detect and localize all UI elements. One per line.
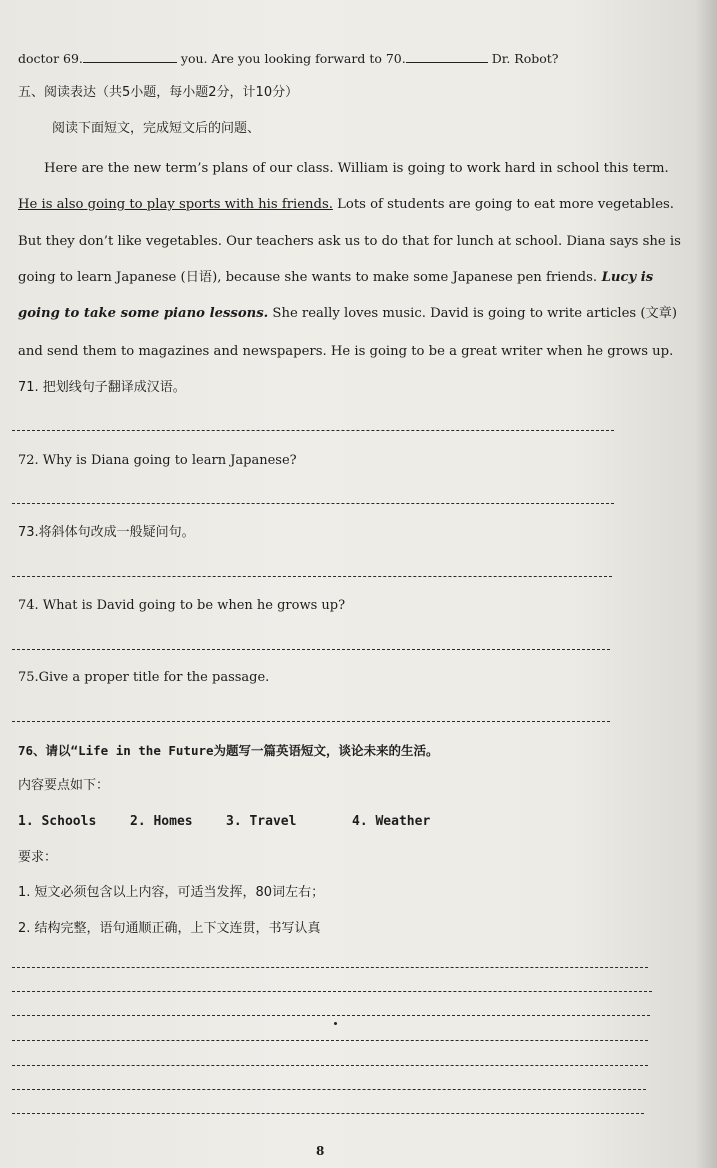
writing-line-1[interactable] bbox=[12, 967, 648, 968]
passage-line-2 bbox=[18, 196, 674, 214]
point-weather: 4. Weather bbox=[352, 814, 431, 829]
writing-prompt: 76、请以“Life in the Future为题写一篇英语短文，谈论未来的生活。 bbox=[18, 743, 439, 758]
question-72: 72. Why is Diana going to learn Japanese? bbox=[18, 453, 297, 468]
cloze-line bbox=[18, 48, 559, 68]
answer-line-74[interactable] bbox=[12, 649, 610, 650]
point-homes: 2. Homes bbox=[130, 814, 193, 829]
writing-line-5[interactable] bbox=[12, 1065, 648, 1066]
points-label: 内容要点如下： bbox=[18, 778, 110, 793]
point-travel: 3. Travel bbox=[226, 814, 297, 829]
point-schools: 1. Schools bbox=[18, 814, 97, 829]
answer-line-71[interactable] bbox=[12, 430, 614, 431]
passage-line-6: and send them to magazines and newspapers. He is going to be a great writer when he grows up. bbox=[18, 344, 674, 359]
question-74: 74. What is David going to be when he grows up? bbox=[18, 598, 346, 613]
passage-line-2-rest: Lots of students are going to eat more vegetables. bbox=[332, 197, 674, 212]
writing-line-2[interactable] bbox=[12, 991, 652, 992]
passage-line-3: But they don’t like vegetables. Our teachers ask us to do that for lunch at school. Diana says she is bbox=[18, 234, 681, 249]
ink-dot bbox=[334, 1022, 337, 1025]
answer-line-72[interactable] bbox=[12, 503, 614, 504]
passage-line-4 bbox=[18, 269, 653, 287]
requirement-2: 2. 结构完整，语句通顺正确，上下文连贯，书写认真 bbox=[18, 921, 321, 936]
italic-sentence-end: going to take some piano lessons. bbox=[18, 306, 269, 321]
answer-line-75[interactable] bbox=[12, 721, 610, 722]
underlined-sentence: He is also going to play sports with his friends. bbox=[18, 197, 333, 212]
writing-line-4[interactable] bbox=[12, 1040, 648, 1041]
page-number: 8 bbox=[316, 1144, 325, 1158]
cloze-middle: you. Are you looking forward to 70. bbox=[180, 51, 406, 66]
cloze-prefix: doctor 69. bbox=[18, 51, 83, 66]
blank-69[interactable] bbox=[83, 48, 177, 63]
passage-line-5-rest: She really loves music. David is going to write articles (文章) bbox=[268, 306, 677, 321]
question-73: 73.将斜体句改成一般疑问句。 bbox=[18, 525, 195, 540]
writing-line-7[interactable] bbox=[12, 1113, 644, 1114]
writing-line-3[interactable] bbox=[12, 1015, 650, 1016]
writing-line-6[interactable] bbox=[12, 1089, 646, 1090]
requirement-1: 1. 短文必须包含以上内容，可适当发挥，80词左右； bbox=[18, 885, 325, 900]
answer-line-73[interactable] bbox=[12, 576, 612, 577]
question-71: 71. 把划线句子翻译成汉语。 bbox=[18, 380, 186, 395]
requirements-label: 要求： bbox=[18, 850, 58, 865]
passage-line-1: Here are the new term’s plans of our class. William is going to work hard in school this term. bbox=[44, 161, 669, 176]
cloze-suffix: Dr. Robot? bbox=[491, 51, 559, 66]
instruction: 阅读下面短文，完成短文后的问题、 bbox=[52, 121, 261, 136]
passage-line-5 bbox=[18, 305, 677, 323]
section-title: 五、阅读表达（共5小题，每小题2分，计10分） bbox=[18, 85, 299, 100]
page-edge-shadow bbox=[695, 0, 717, 1168]
passage-line-4-text: going to learn Japanese (日语), because she wants to make some Japanese pen friends. bbox=[18, 270, 598, 285]
question-75: 75.Give a proper title for the passage. bbox=[18, 670, 270, 685]
blank-70[interactable] bbox=[406, 48, 488, 63]
italic-sentence-start: Lucy is bbox=[597, 270, 654, 285]
